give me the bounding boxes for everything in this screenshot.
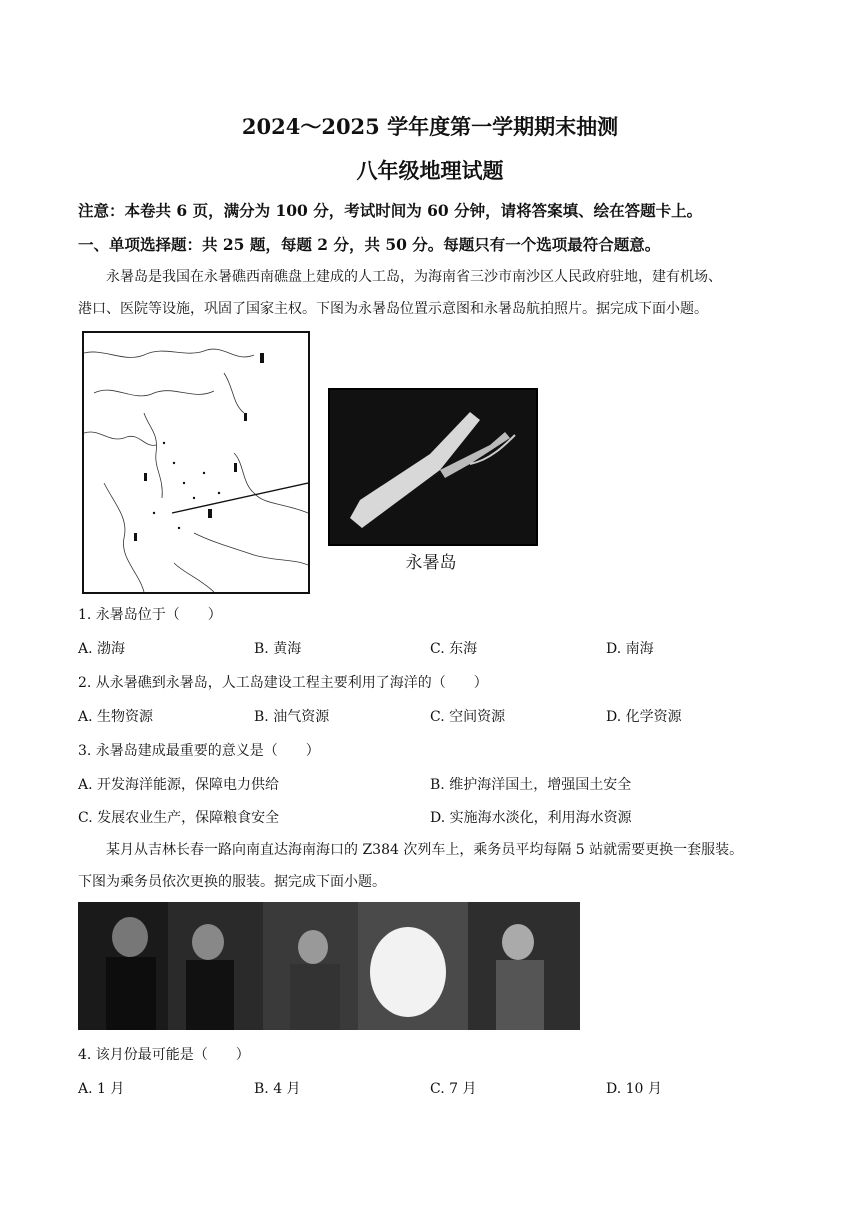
- question-1-option-c: C. 东海: [430, 641, 478, 657]
- passage1-line2: 港口、医院等设施，巩固了国家主权。下图为永暑岛位置示意图和永暑岛航拍照片。据完成下面小题。: [78, 301, 708, 317]
- section-heading: 一、单项选择题：共 25 题，每题 2 分，共 50 分。每题只有一个选项最符合题意。: [78, 235, 661, 254]
- question-4-option-d: D. 10 月: [606, 1081, 662, 1097]
- question-4-stem: 4. 该月份最可能是（ ）: [78, 1047, 250, 1063]
- island-shape: [330, 390, 536, 544]
- question-2-stem: 2. 从永暑礁到永暑岛，人工岛建设工程主要利用了海洋的（ ）: [78, 675, 488, 691]
- question-2-option-b: B. 油气资源: [254, 709, 330, 725]
- exam-title: 2024～2025 学年度第一学期期末抽测: [241, 114, 619, 139]
- question-2-option-a: A. 生物资源: [78, 709, 154, 725]
- question-1-option-b: B. 黄海: [254, 641, 302, 657]
- question-3-option-c: C. 发展农业生产，保障粮食安全: [78, 810, 280, 826]
- question-4-option-a: A. 1 月: [78, 1081, 125, 1097]
- passage2-line2: 下图为乘务员依次更换的服装。据完成下面小题。: [78, 874, 386, 890]
- question-2-option-d: D. 化学资源: [606, 709, 682, 725]
- uniform-photo-strip: [78, 902, 580, 1030]
- question-2-option-c: C. 空间资源: [430, 709, 506, 725]
- exam-subtitle: 八年级地理试题: [356, 158, 504, 183]
- map-drawing: [84, 333, 308, 592]
- question-3-option-a: A. 开发海洋能源，保障电力供给: [78, 777, 280, 793]
- passage1-line1: 永暑岛是我国在永暑礁西南礁盘上建成的人工岛，为海南省三沙市南沙区人民政府驻地，建有机场、: [106, 269, 722, 285]
- passage2-line1: 某月从吉林长春一路向南直达海南海口的 Z384 次列车上，乘务员平均每隔 5 站就需要更换一套服装。: [106, 842, 744, 858]
- question-3-option-d: D. 实施海水淡化，利用海水资源: [430, 810, 632, 826]
- question-1-option-a: A. 渤海: [78, 641, 126, 657]
- notice-text: 注意：本卷共 6 页，满分为 100 分，考试时间为 60 分钟，请将答案填、绘在答题卡上。: [78, 201, 703, 220]
- question-1-option-d: D. 南海: [606, 641, 654, 657]
- photo-caption: 永暑岛: [405, 553, 457, 573]
- question-4-option-c: C. 7 月: [430, 1081, 477, 1097]
- uniform-photos: [78, 902, 580, 1030]
- question-4-option-b: B. 4 月: [254, 1081, 301, 1097]
- question-1-stem: 1. 永暑岛位于（ ）: [78, 607, 222, 623]
- question-3-option-b: B. 维护海洋国土，增强国土安全: [430, 777, 632, 793]
- location-map: [82, 331, 310, 594]
- question-3-stem: 3. 永暑岛建成最重要的意义是（ ）: [78, 743, 320, 759]
- aerial-photo: [328, 388, 538, 546]
